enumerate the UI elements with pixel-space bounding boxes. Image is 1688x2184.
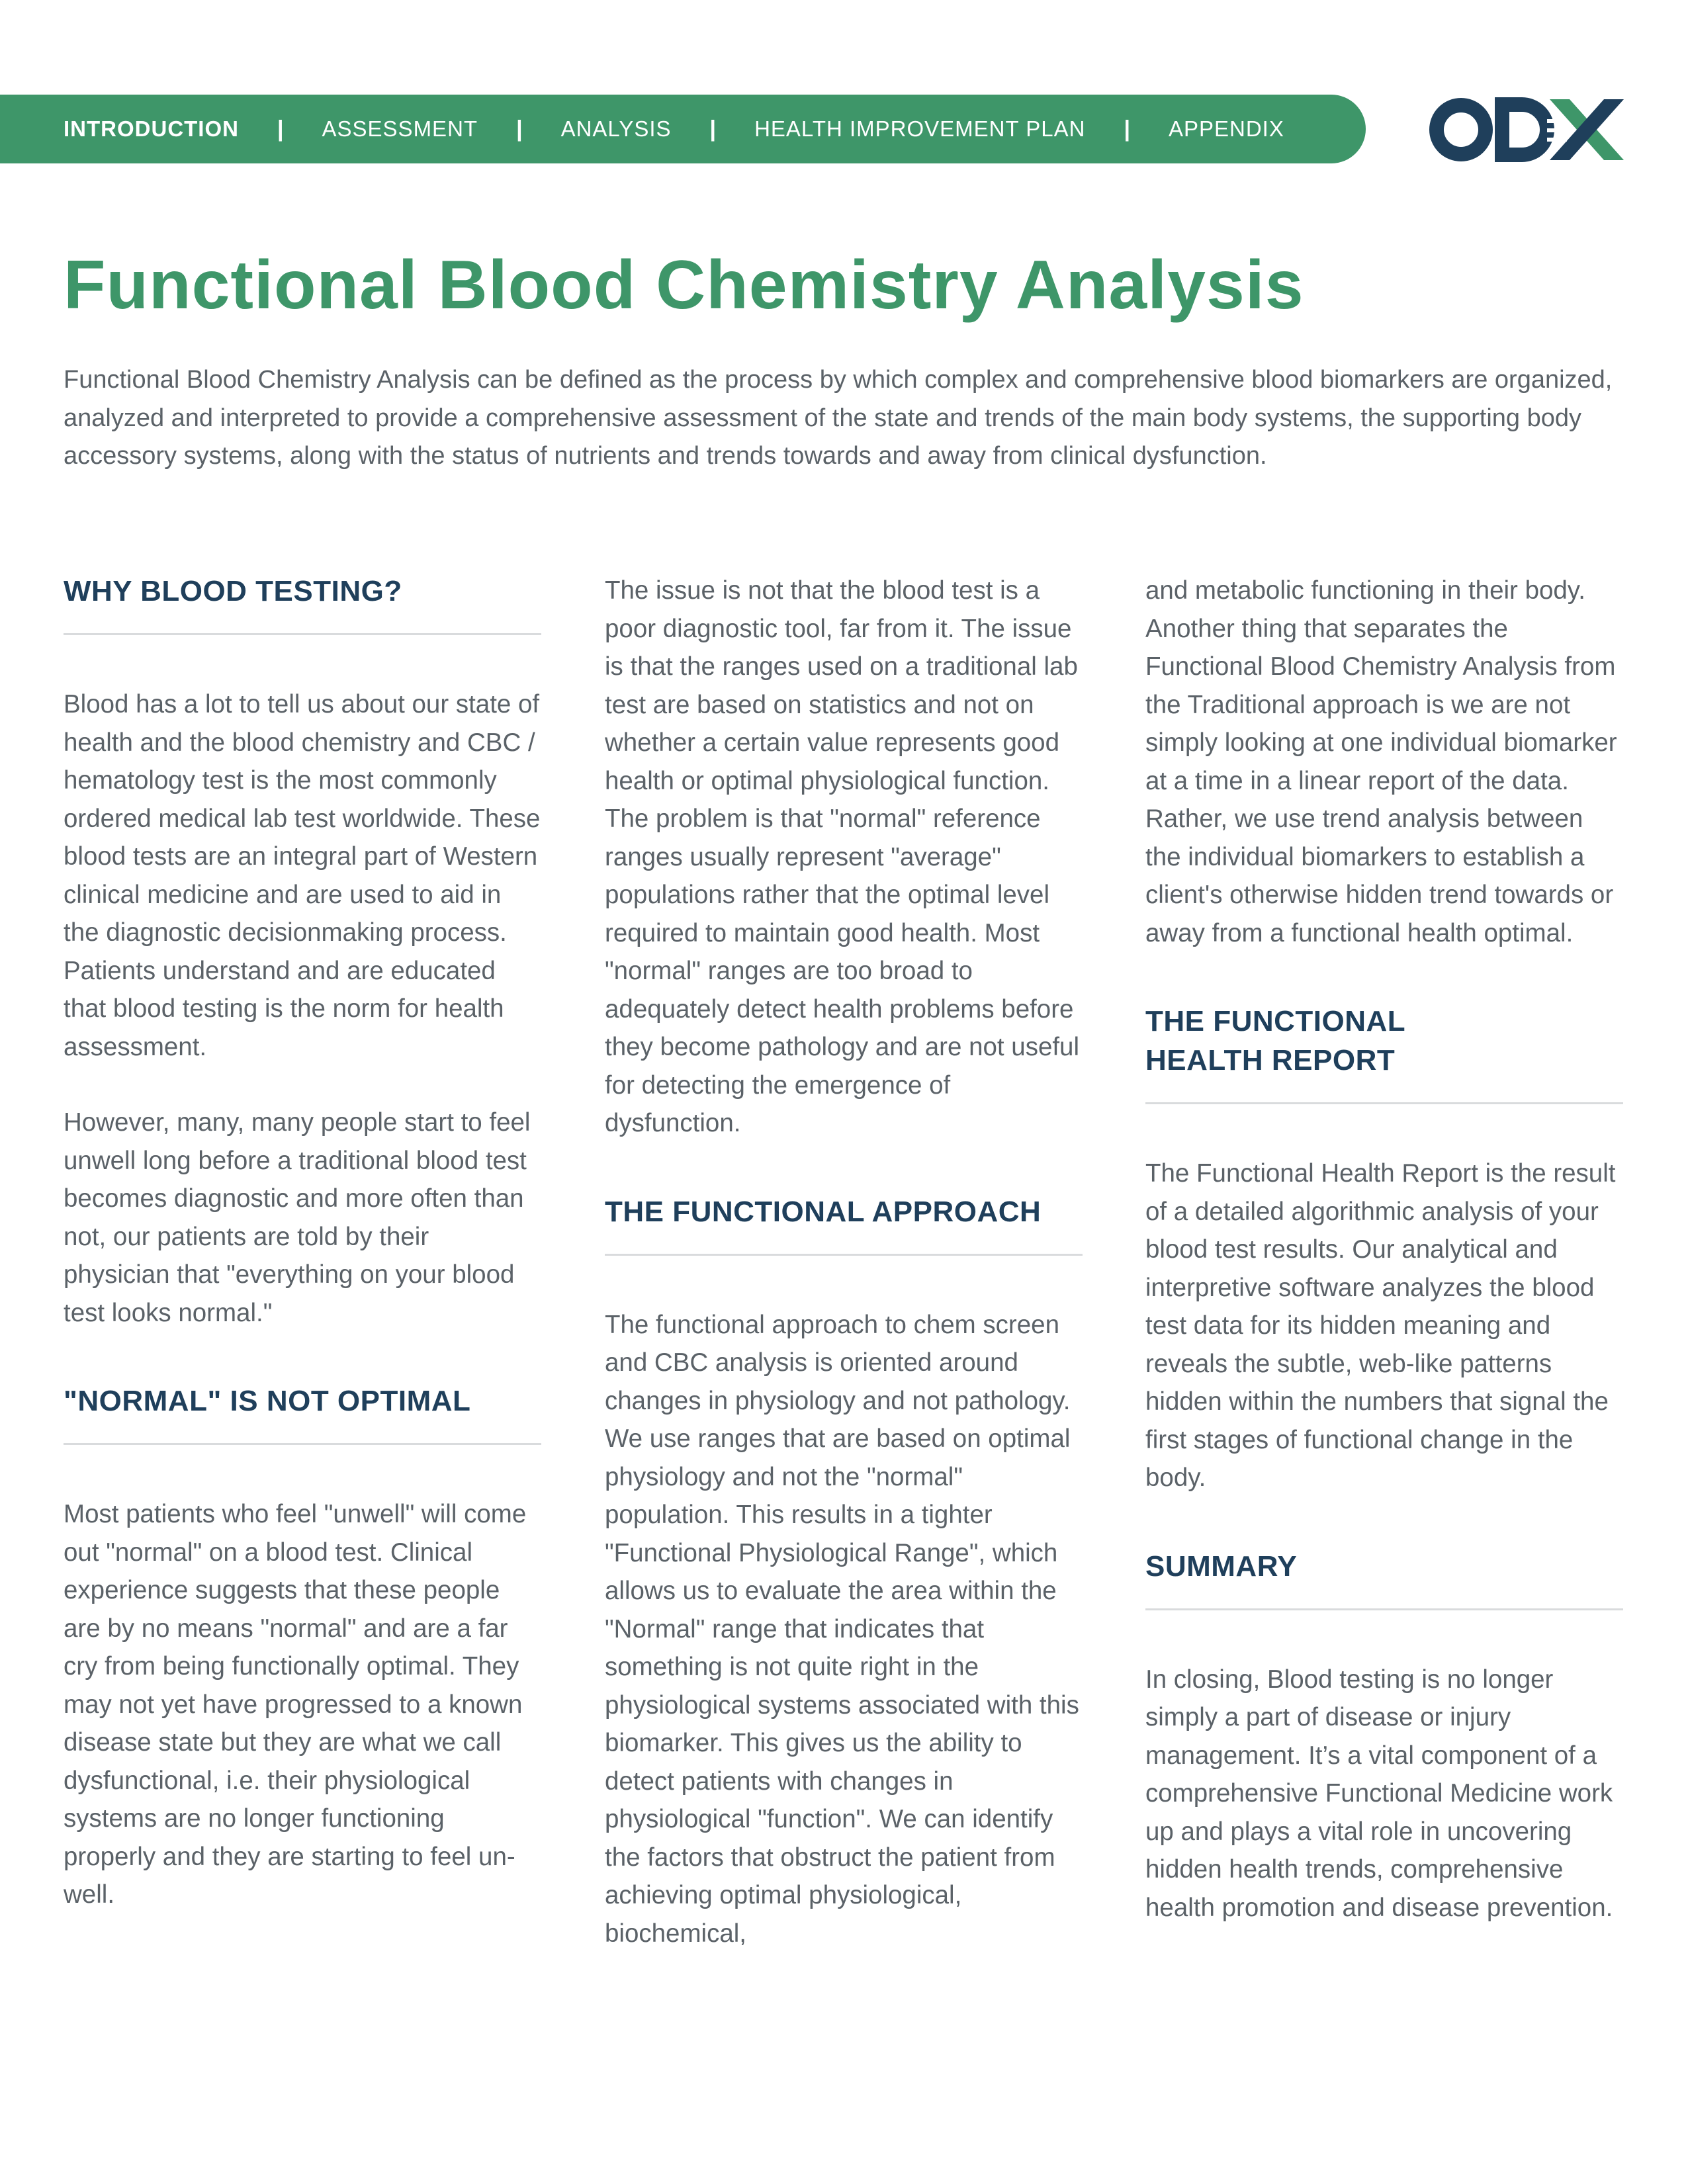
paragraph: The issue is not that the blood test is a poor diagnostic tool, far from it. The issue is that the ranges used on a traditional lab test are based on statistics and not on whether a certain value represents good health or optimal physiological function. The problem is that "normal" reference ranges usually represent "average" populations rather that the optimal level required to maintain good health. Most "normal" ranges are too broad to adequately detect health problems before they become pathology and are not useful for detecting the emergence of dysfunction.	[605, 576, 1080, 1137]
odx-logo	[1428, 93, 1626, 167]
top-navigation-bar	[0, 95, 1366, 163]
section-heading-functional-approach: THE FUNCTIONAL APPROACH	[605, 1195, 1042, 1228]
column-3	[1145, 572, 1623, 1927]
paragraph: The Functional Health Report is the result of a detailed algorithmic analysis of your blood test results. Our analytical and interpretive software analyzes the blood test data for its hidden meaning and reveals the subtle, web-like patterns hidden within the numbers that signal the first stages of functional change in the body.	[1145, 1159, 1616, 1492]
nav-tab-analysis[interactable]: ANALYSIS	[560, 116, 672, 141]
intro-paragraph: Functional Blood Chemistry Analysis can be defined as the process by which complex and comprehensive blood biomarkers are organized, analyzed and interpreted to provide a comprehensive assessment of the state and trends of the main body systems, the supporting body accessory systems, along with the status of nutrients and trends towards and away from clinical dysfunction.	[64, 366, 1613, 470]
section-heading-functional-health-report	[1145, 1002, 1623, 1080]
page-title: Functional Blood Chemistry Analysis	[64, 247, 1304, 324]
paragraph: In closing, Blood testing is no longer simply a part of disease or injury management. It’s a vital component of a comprehensive Functional Medicine work up and plays a vital role in uncovering hidden health trends, comprehensive health promotion and disease prevention.	[1145, 1665, 1613, 1922]
nav-tab-introduction[interactable]: INTRODUCTION	[64, 116, 239, 141]
paragraph: Blood has a lot to tell us about our state of health and the blood chemistry and CBC / hematology test is the most commonly ordered medical lab test worldwide. These blood tests are an integral part of Western clinical medicine and are used to aid in the diagnostic decisionmaking process. Patients understand and are educated that blood testing is the norm for health assessment.	[64, 690, 541, 1061]
section-heading-why-blood-testing: WHY BLOOD TESTING?	[64, 575, 402, 607]
section-heading-normal-is-not-optimal: "NORMAL" IS NOT OPTIMAL	[64, 1385, 471, 1417]
nav-tab-assessment[interactable]: ASSESSMENT	[322, 116, 478, 141]
heading-line: HEALTH REPORT	[1145, 1044, 1396, 1076]
nav-separator: |	[516, 116, 523, 142]
nav-separator: |	[277, 116, 284, 142]
nav-separator: |	[709, 116, 717, 142]
column-1	[64, 572, 541, 1914]
nav-tab-appendix[interactable]: APPENDIX	[1168, 116, 1284, 141]
section-heading-summary: SUMMARY	[1145, 1550, 1298, 1583]
heading-line: THE FUNCTIONAL	[1145, 1005, 1406, 1037]
paragraph: Most patients who feel "unwell" will come out "normal" on a blood test. Clinical experience suggests that these people are by no means "normal" and are a far cry from being functionally optimal. They may not yet have progressed to a known disease state but they are what we call dysfunctional, i.e. their physiological systems are no longer functioning properly and they are starting to feel un-well.	[64, 1500, 527, 1909]
nav-tab-health-improvement-plan[interactable]: HEALTH IMPROVEMENT PLAN	[754, 116, 1086, 141]
nav-separator: |	[1124, 116, 1130, 142]
column-2	[605, 572, 1083, 1952]
paragraph: and metabolic functioning in their body. Another thing that separates the Functional Blood Chemistry Analysis from the Traditional approach is we are not simply looking at one individual biomarker at a time in a linear report of the data. Rather, we use trend analysis between the individual biomarkers to establish a client's otherwise hidden trend towards or away from a functional health optimal.	[1145, 576, 1617, 947]
paragraph: However, many, many people start to feel unwell long before a traditional blood test becomes diagnostic and more often than not, our patients are told by their physician that "everything on your blood test looks normal."	[64, 1108, 531, 1327]
paragraph: The functional approach to chem screen and CBC analysis is oriented around changes in physiology and not pathology. We use ranges that are based on optimal physiology and not the "normal" population. This results in a tighter "Functional Physiological Range", which allows us to evaluate the area within the "Normal" range that indicates that something is not quite right in the physiological systems associated with this biomarker. This gives us the ability to detect patients with changes in physiological "function". We can identify the factors that obstruct the patient from achieving optimal physiological, biochemical,	[605, 1310, 1079, 1948]
